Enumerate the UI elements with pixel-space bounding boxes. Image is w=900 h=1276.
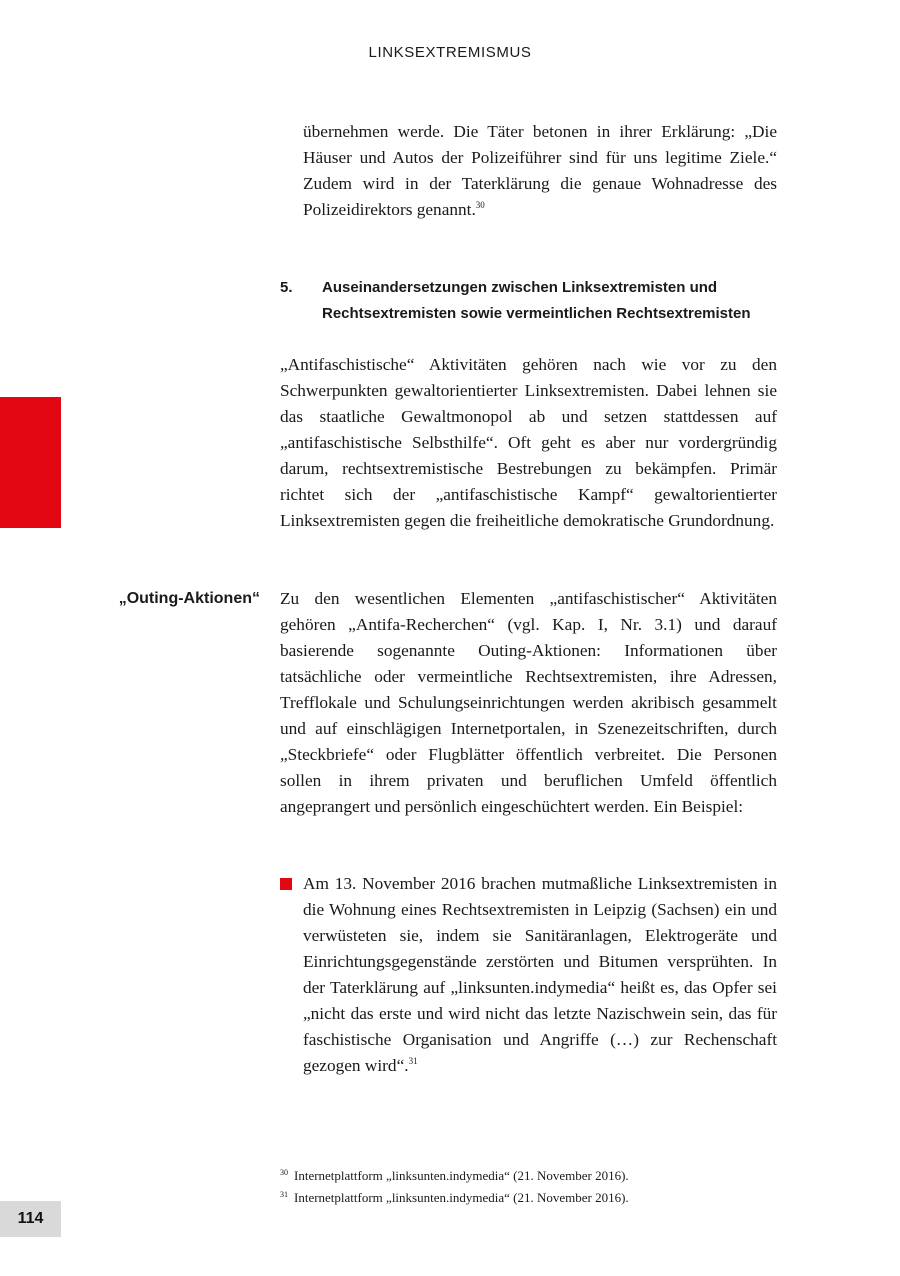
section-title: Auseinandersetzungen zwischen Linksextremisten und Rechtsextremisten sowie vermeintlichen Rechtsextremisten — [322, 279, 751, 322]
bullet-paragraph — [303, 871, 777, 1079]
footnote-text: Internetplattform „linksunten.indymedia“ (21. November 2016). — [294, 1190, 629, 1205]
footnote — [280, 1165, 780, 1187]
margin-note: „Outing-Aktionen“ — [118, 590, 260, 607]
bullet-text: Am 13. November 2016 brachen mutmaßliche Linksextremisten in die Wohnung eines Rechtsextremisten in Leipzig (Sachsen) ein und verwüsteten sie, indem sie Sanitäranlagen, Elektrogeräte und Einrichtungsgegenstände zerstörten und Bitumen versprühten. In der Taterklärung auf „linksunten.indymedia“ heißt es, das Opfer sei „nicht das erste und wird nicht das letzte Nazischwein sein, das für faschistische Organisation und Angriffe (…) zur Rechenschaft gezogen wird“. — [303, 874, 777, 1075]
page-number: 114 — [0, 1201, 61, 1237]
intro-paragraph: „Antifaschistische“ Aktivitäten gehören nach wie vor zu den Schwerpunkten gewaltorientierter Linksextremisten. Dabei lehnen sie das staatliche Gewaltmonopol ab und setzen stattdessen auf „antifaschistische Selbsthilfe“. Oft geht es aber nur vordergründig darum, rechtsextremistische Bestrebungen zu bekämpfen. Primär richtet sich der „antifaschistische Kampf“ gewaltorientierter Linksextremisten gegen die freiheitliche demokratische Grundordnung. — [280, 355, 777, 530]
footnote-ref[interactable]: 31 — [408, 1056, 418, 1067]
continuation-text: übernehmen werde. Die Täter betonen in ihrer Erklärung: „Die Häuser und Autos der Polizeiführer sind für uns legitime Ziele.“ Zudem wird in der Taterklärung die genaue Wohnadresse des Polizeidirektors genannt. — [303, 122, 777, 219]
footnote — [280, 1187, 780, 1209]
footnote-number: 31 — [280, 1189, 288, 1199]
footnotes — [280, 1165, 780, 1209]
outing-paragraph: Zu den wesentlichen Elementen „antifaschistischer“ Aktivitäten gehören „Antifa-Recherchen“ (vgl. Kap. I, Nr. 3.1) und darauf basierende sogenannte Outing-Aktionen: Informationen über tatsächliche oder vermeintliche Rechtsextremisten, ihre Adressen, Trefflokale und Schulungseinrichtungen werden akribisch gesammelt und auf einschlägigen Internetportalen, in Szenezeitschriften, durch „Steckbriefe“ oder Flugblätter öffentlich verbreitet. Die Personen sollen in ihrem privaten und beruflichen Umfeld öffentlich angeprangert und persönlich eingeschüchtert werden. Ein Beispiel: — [280, 589, 777, 816]
continuation-paragraph — [303, 119, 777, 223]
section-number: 5. — [280, 279, 293, 296]
footnote-ref[interactable]: 30 — [475, 200, 485, 211]
bullet-marker — [280, 878, 292, 890]
footnote-number: 30 — [280, 1167, 288, 1177]
running-head: LINKSEXTREMISMUS — [368, 44, 532, 61]
chapter-marker — [0, 397, 61, 528]
footnote-text: Internetplattform „linksunten.indymedia“ (21. November 2016). — [294, 1168, 629, 1183]
